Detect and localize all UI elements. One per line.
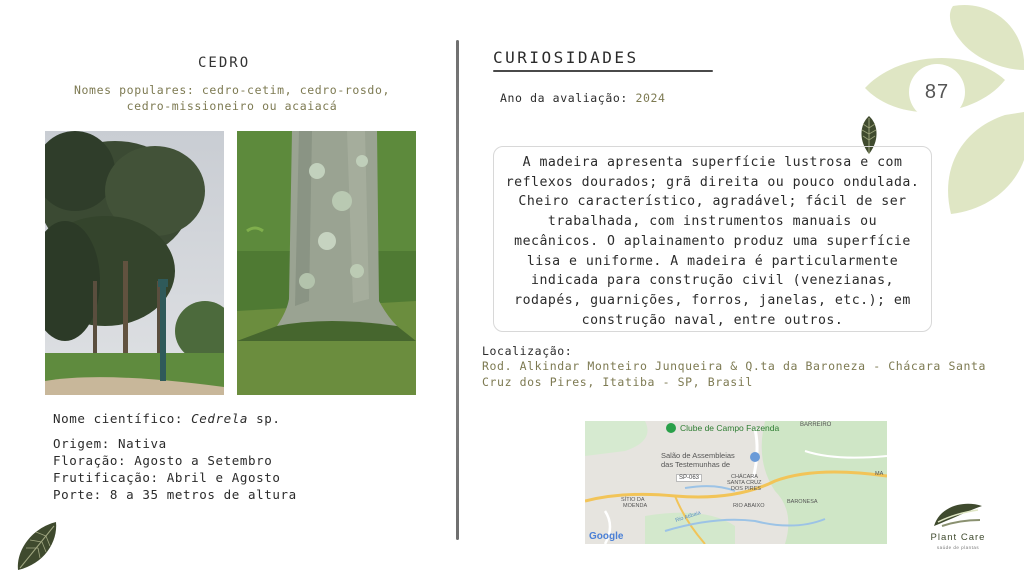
curiosities-text: A madeira apresenta superfície lustrosa e com reflexos dourados; grã direita ou pouco ondulada. Cheiro característico, agradável; fácil de ser trabalhada, com instrumentos manuais ou mecânicos. O aplainamento produz uma superfície lisa e uniforme. A madeira é particularmente indicada para construção civil (venezianas, rodapés, guarnições, forros, janelas, etc.); em construção naval, entre outros. <box>505 155 920 328</box>
map-label-ma: MA <box>875 471 884 477</box>
page-number-badge <box>909 64 965 120</box>
popular-names: Nomes populares: cedro-cetim, cedro-rosdo, cedro-missioneiro ou acaiacá <box>74 83 390 113</box>
map-label-church-2: das Testemunhas de <box>661 460 731 469</box>
tree-photo <box>45 131 224 395</box>
location-line-1: Rod. Alkindar Monteiro Junqueira & Q.ta da Baroneza - Chácara Santa <box>482 359 987 373</box>
map-label-rio-abaixo: RIO ABAIXO <box>733 503 765 509</box>
evaluation-year-value: 2024 <box>635 91 666 105</box>
map-label-church-1: Salão de Assembleias <box>661 451 735 460</box>
map-label-river: Rio Atibaia <box>674 510 702 524</box>
map-label-sitio-2: MOENDA <box>623 503 648 509</box>
scientific-name-label: Nome científico: <box>53 411 192 426</box>
map-label-barreiro: BARREIRO <box>800 422 832 428</box>
map-label-road: SP-063 <box>676 474 702 482</box>
map-label-chacara-3: DOS PIRES <box>731 486 761 492</box>
evaluation-year-label: Ano da avaliação: <box>500 91 636 105</box>
scientific-name <box>53 411 281 426</box>
scientific-name-genus: Cedrela <box>191 411 249 426</box>
google-logo: Google <box>589 531 624 542</box>
evaluation-year <box>500 91 666 105</box>
trunk-photo <box>237 131 416 395</box>
tree-size: Porte: 8 a 35 metros de altura <box>53 487 297 502</box>
species-facts <box>53 435 297 503</box>
location-address <box>482 359 986 390</box>
title-underline <box>493 70 713 72</box>
map-label-sitio-1: SÍTIO DA <box>621 497 645 503</box>
origin: Origem: Nativa <box>53 436 167 451</box>
column-divider <box>456 40 459 540</box>
page-number: 87 <box>924 80 950 103</box>
scientific-name-suffix: sp. <box>248 411 281 426</box>
fruiting: Frutificação: Abril e Agosto <box>53 470 281 485</box>
plant-care-logo-icon <box>930 500 986 532</box>
species-title: CEDRO <box>198 55 251 71</box>
brand-name: Plant Care <box>930 532 986 543</box>
leaf-icon-bottom <box>12 520 60 572</box>
curiosities-title: CURIOSIDADES <box>493 48 639 67</box>
map-label-club: Clube de Campo Fazenda <box>680 423 780 433</box>
brand-tagline: saúde de plantas <box>936 545 980 550</box>
location-line-2: Cruz dos Pires, Itatiba - SP, Brasil <box>482 374 753 389</box>
flowering: Floração: Agosto a Setembro <box>53 453 273 468</box>
map-label-baronesa: BARONESA <box>787 499 818 505</box>
curiosities-text-box <box>493 146 932 332</box>
map-label-chacara-1: CHÁCARA <box>731 474 758 480</box>
location-map[interactable] <box>585 421 887 544</box>
location-label: Localização: <box>482 344 573 358</box>
map-label-chacara-2: SANTA CRUZ <box>727 480 762 486</box>
